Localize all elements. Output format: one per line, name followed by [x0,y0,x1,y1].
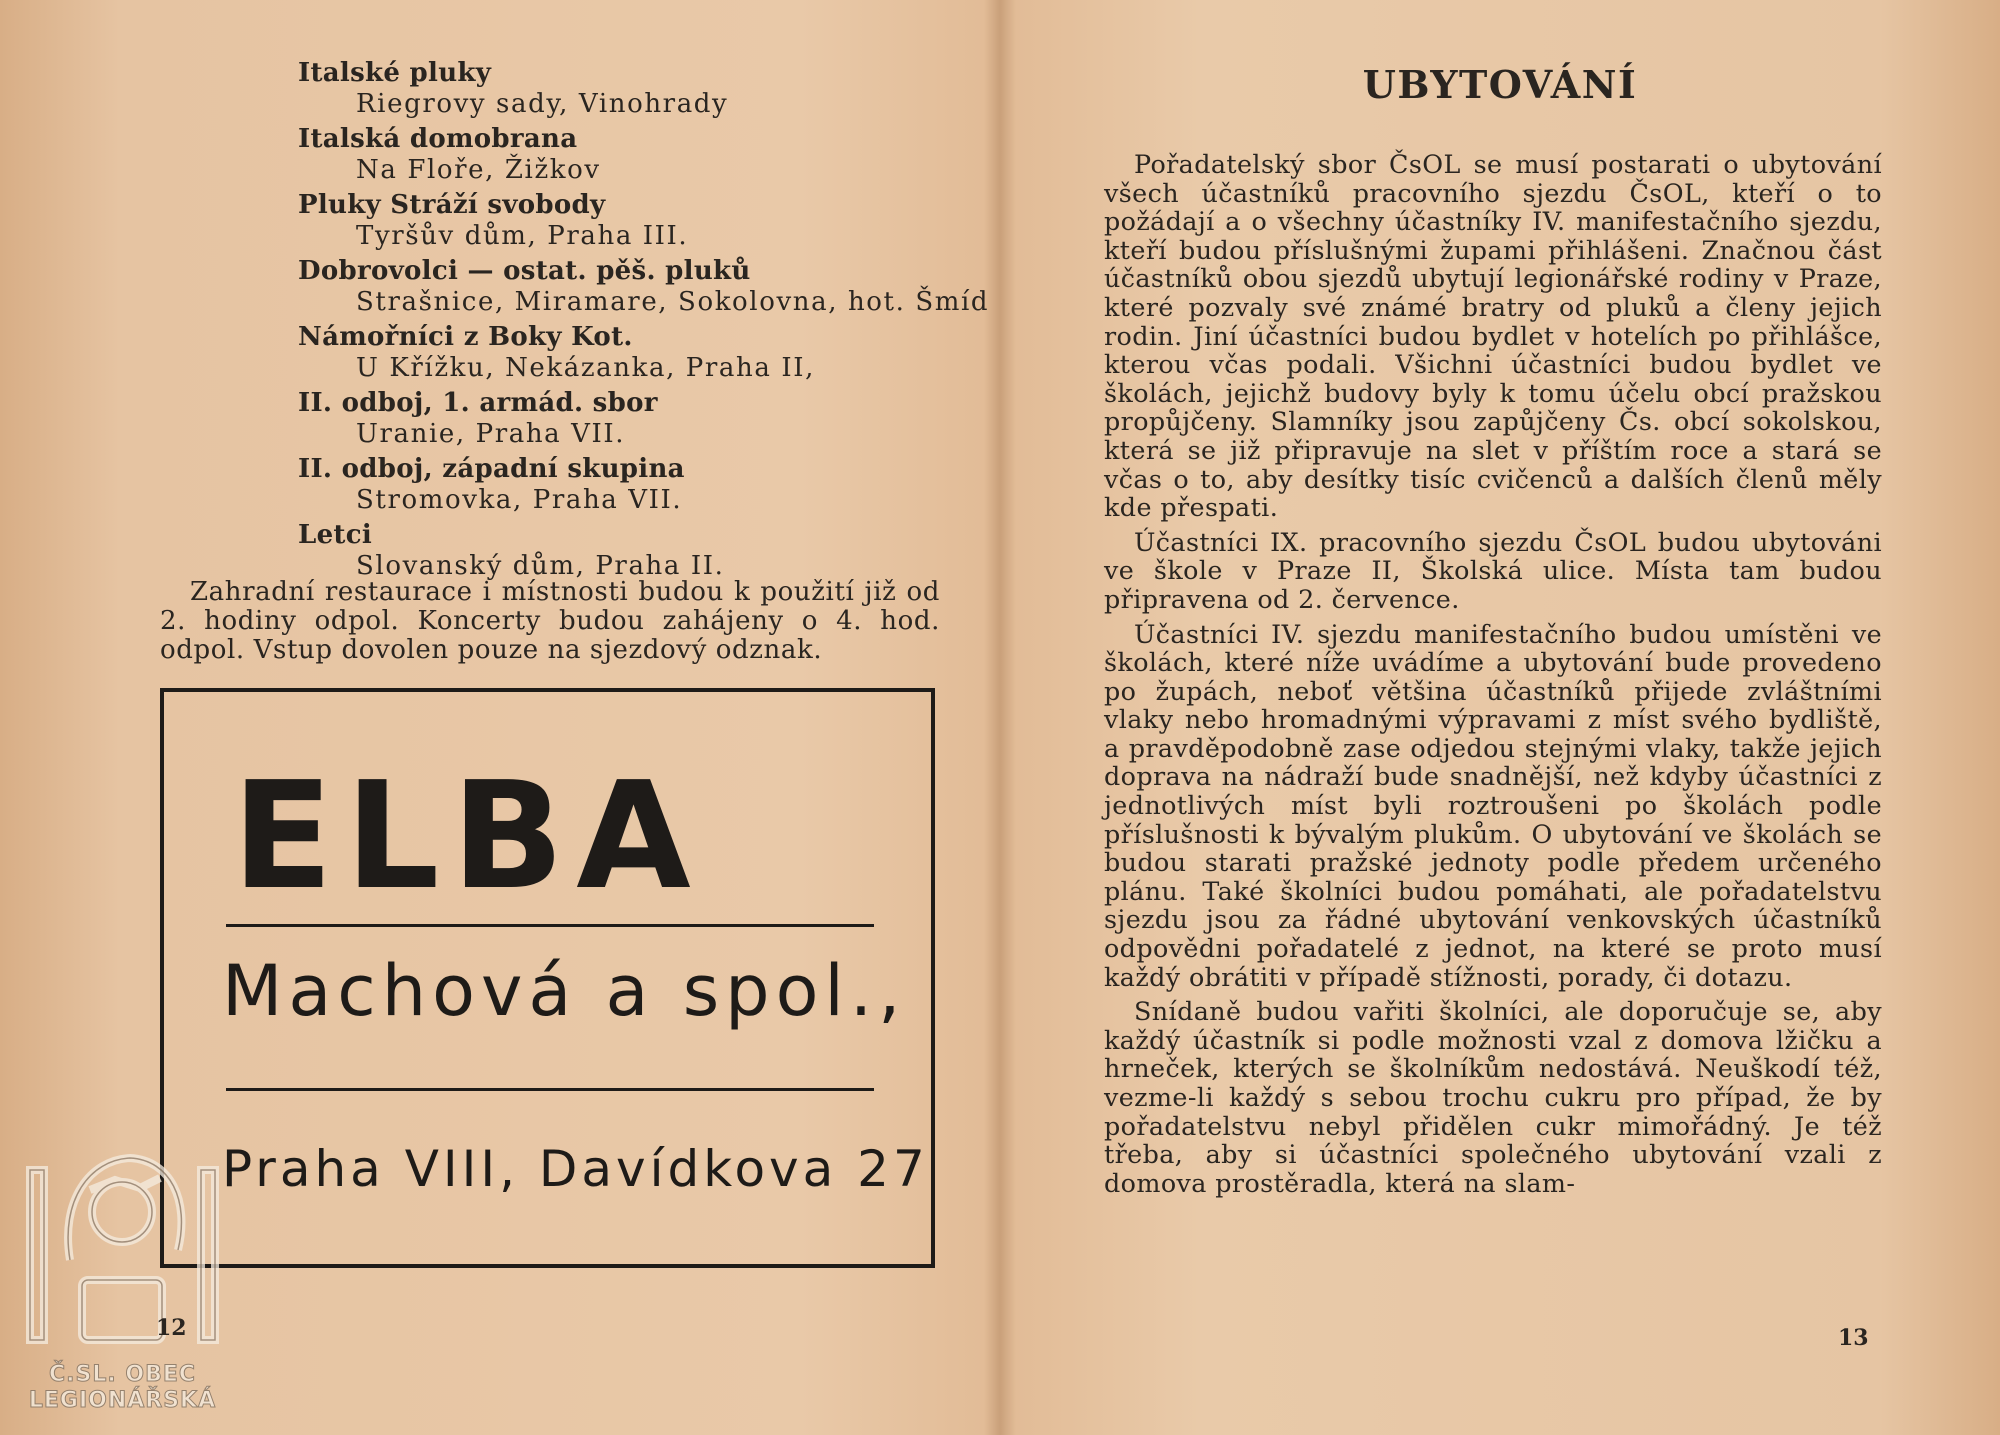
unit-name: Italská domobrana [298,124,578,154]
right-page [1000,0,2000,1435]
list-item [298,58,998,120]
advertisement-box [160,688,935,1268]
section-heading: UBYTOVÁNÍ [1362,62,1638,107]
unit-name: Pluky Stráží svobody [298,190,606,220]
paragraph: Snídaně budou vařiti školníci, ale doporučuje se, aby každý účastník si podle možnosti vzal z domova lžičku a hrneček, kterých se školníkům nedostává. Neuškodí též, vezme-li každý s sebou trochu cukru pro případ, že by pořadatelstvu nebyl přidělen cukr mimořádný. Je též třeba, aby si účastníci společného ubytování vzali z domova prostěradla, která na slam- [1104,996,1882,1198]
unit-location: Slovanský dům, Praha II. [356,551,725,581]
unit-location: Tyršův dům, Praha III. [356,221,689,251]
unit-name: Letci [298,520,373,550]
paragraph: Účastníci IV. sjezdu manifestačního budou umístěni ve školách, které níže uvádíme a ubytování bude provedeno po župách, neboť většina účastníků přijede zvláštními vlaky nebo hromadnými výpravami z míst svého bydliště, a pravděpodobně zase odjedou stejnými vlaky, takže jejich doprava na nádraží bude snadnější, než kdyby účastníci z jednotlivých míst byli roztroušeni po školách podle příslušnosti k bývalým plukům. O ubytování ve školách se budou starati pražské jednoty podle předem určeného plánu. Také školníci budou pomáhati, ale pořadatelstvu sjezdu jsou za řádné ubytování venkovských účastníků odpovědni pořadatelé z jednot, na které se proto musí každý obrátiti v případě stížnosti, porady, či dotazu. [1104,618,1882,992]
unit-name: Italské pluky [298,58,492,88]
list-item [298,454,998,516]
unit-name: Dobrovolci — ostat. pěš. pluků [298,256,751,286]
stamp-emblem-icon [20,1080,225,1350]
unit-location: Strašnice, Miramare, Sokolovna, hot. Šmíd [356,287,990,317]
list-item [298,124,998,186]
unit-location: Na Floře, Žižkov [356,155,601,185]
page-number: 13 [1838,1325,1869,1351]
unit-location: U Křížku, Nekázanka, Praha II, [356,353,815,383]
stamp-line-1: Č.SL. OBEC [48,1362,197,1387]
list-item [298,520,998,582]
garden-note [160,578,940,665]
list-item [298,256,998,318]
unit-location-list [298,58,998,586]
ad-company: Machová a spol., [222,950,907,1032]
unit-name: Námořníci z Boky Kot. [298,322,633,352]
paragraph: Pořadatelský sbor ČsOL se musí postarati o ubytování všech účastníků pracovního sjezdu ČsOL, kteří o to požádají a o všechny účastníky IV. manifestačního sjezdu, kteří budou příslušnými župami přihlášeni. Značnou část účastníků obou sjezdů ubytují legionářské rodiny v Praze, které pozvaly své známé bratry od pluků a členy jejich rodin. Jiní účastníci budou bydlet v hotelích po přihlášce, kterou včas podali. Všichni účastníci budou bydlet ve školách, jejichž budovy byly k tomu účelu obcí pražskou propůjčeny. Slamníky jsou zapůjčeny Čs. obcí sokolskou, která se již připravuje na slet v příštím roce a stará se včas o to, aby desítky tisíc cvičenců a dalších členů měly kde přespati. [1104,149,1882,523]
unit-name: II. odboj, západní skupina [298,454,685,484]
ad-address: Praha VIII, Davídkova 27 [222,1140,929,1198]
ad-brand: ELBA [232,750,703,922]
garden-note-text: Zahradní restaurace i místnosti budou k použití již od 2. hodiny odpol. Koncerty budou zahájeny o 4. hod. odpol. Vstup dovolen pouze na sjezdový odznak. [160,577,940,665]
unit-location: Uranie, Praha VII. [356,419,626,449]
list-item [298,388,998,450]
stamp-line-2: LEGIONÁŘSKÁ [28,1388,217,1413]
paragraph: Účastníci IX. pracovního sjezdu ČsOL budou ubytováni ve škole v Praze II, Školská ulice. Místa tam budou připravena od 2. července. [1104,526,1882,614]
unit-location: Stromovka, Praha VII. [356,485,683,515]
legion-stamp-watermark [20,1080,225,1415]
unit-name: II. odboj, 1. armád. sbor [298,388,658,418]
list-item [298,190,998,252]
page-number: 12 [156,1315,187,1341]
ad-divider [226,924,874,927]
unit-location: Riegrovy sady, Vinohrady [356,89,729,119]
ad-divider [226,1088,874,1091]
body-text [1104,150,1882,1203]
list-item [298,322,998,384]
